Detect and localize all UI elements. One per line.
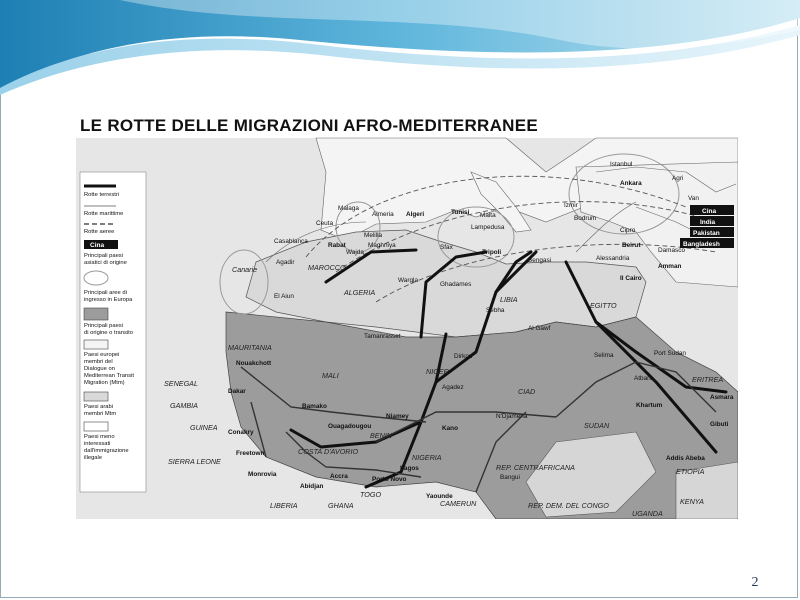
city-damasco: Damasco — [658, 247, 685, 254]
tag-pakistan: Pakistan — [693, 230, 720, 237]
migration-routes-map — [76, 112, 738, 519]
legend-aeree: Rotte aeree — [84, 229, 115, 235]
legend-marittime: Rotte marittime — [84, 211, 124, 217]
country-togo: TOGO — [360, 490, 382, 499]
country-senegal: SENEGAL — [164, 379, 198, 388]
city-bamako: Bamako — [302, 403, 327, 410]
legend-origine-2: di origine o transito — [84, 330, 133, 336]
country-egitto: EGITTO — [590, 301, 617, 310]
city-cipro: Cipro — [620, 227, 636, 234]
city-ankara: Ankara — [620, 180, 642, 187]
legend-origine-1: Principali paesi — [84, 323, 123, 329]
tag-bangladesh: Bangladesh — [683, 241, 720, 248]
city-sebha: Sebha — [486, 307, 505, 314]
country-niger: NIGER — [426, 367, 449, 376]
city-il-cairo: Il Cairo — [620, 275, 642, 282]
country-rep-centrafricana: REP. CENTRAFRICANA — [496, 463, 575, 472]
city-beirut: Beirut — [622, 242, 641, 249]
city-ceuta: Ceuta — [316, 220, 334, 227]
country-liberia: LIBERIA — [270, 501, 298, 510]
city-porto-novo: Porto Novo — [372, 476, 407, 483]
country-sierra-leone: SIERRA LEONE — [168, 457, 221, 466]
city-sfax: Sfax — [440, 244, 453, 251]
country-camerun: CAMERUN — [440, 499, 477, 508]
city-casablanca: Casablanca — [274, 238, 308, 245]
city-al-gawf: Al Gawf — [528, 325, 551, 332]
header-wave-decoration — [0, 0, 800, 95]
city-ouagadougou: Ouagadougou — [328, 423, 372, 430]
legend-europei-1: Paesi europei — [84, 352, 120, 358]
city-tunisi: Tunisi — [451, 209, 470, 216]
city-el-aiun: El Aiun — [274, 293, 294, 300]
city-alessandria: Alessandria — [596, 255, 630, 262]
city-izmir: Izmir — [564, 202, 578, 209]
city-wargla: Wargla — [398, 277, 419, 284]
city-amman: Amman — [658, 263, 682, 270]
legend-asiatici-2: asiatici di origine — [84, 260, 127, 266]
legend-europei-2: membri del — [84, 359, 113, 365]
city-dakar: Dakar — [228, 388, 246, 395]
country-mali: MALI — [322, 371, 339, 380]
city-bodrum: Bodrum — [574, 215, 597, 222]
country-eritrea: ERITREA — [692, 375, 724, 384]
legend-asiatici-1: Principali paesi — [84, 253, 123, 259]
city-tripoli: Tripoli — [482, 249, 502, 256]
city-bengasi: Bengasi — [528, 257, 552, 264]
city-yaounde: Yaounde — [426, 493, 453, 500]
country-costa-davorio: COSTA D'AVORIO — [298, 447, 359, 456]
city-rabat: Rabat — [328, 242, 346, 249]
city-lagos: Lagos — [400, 465, 419, 472]
tag-cina: Cina — [702, 208, 717, 215]
city-melilla: Melilla — [364, 232, 383, 239]
legend-europei-4: Mediterrean Transit — [84, 373, 134, 379]
legend-europei-5: Migration (Mtm) — [84, 380, 125, 386]
city-istanbul: Istanbul — [610, 161, 633, 168]
city-malaga: Malaga — [338, 205, 359, 212]
city-malta: Malta — [480, 212, 496, 219]
country-algeria: ALGERIA — [344, 288, 376, 297]
legend-meno-2: interessati — [84, 441, 111, 447]
country-ghana: GHANA — [328, 501, 354, 510]
country-gambia: GAMBIA — [170, 401, 198, 410]
tag-india: India — [700, 219, 716, 226]
country-etiopia: ETIOPIA — [676, 467, 705, 476]
city-freetown: Freetown — [236, 450, 265, 457]
country-marocco: MAROCCO — [308, 263, 346, 272]
country-kenya: KENYA — [680, 497, 704, 506]
city-atbara: Atbara — [634, 375, 653, 382]
city-lampedusa: Lampedusa — [471, 224, 505, 231]
city-niamey: Niamey — [386, 413, 409, 420]
city-addis-abeba: Addis Abeba — [666, 455, 705, 462]
country-canarie: Canarie — [232, 265, 258, 274]
country-sudan: SUDAN — [584, 421, 610, 430]
city-selima: Selima — [594, 352, 614, 359]
city-agri: Agri — [672, 175, 684, 182]
city-asmara: Asmara — [710, 394, 734, 401]
legend-meno-4: illegale — [84, 455, 103, 461]
city-khartum: Khartum — [636, 402, 663, 409]
city-abidjan: Abidjan — [300, 483, 324, 490]
city-conakry: Conakry — [228, 429, 254, 436]
city-algeri: Algeri — [406, 211, 425, 218]
country-ciad: CIAD — [518, 387, 536, 396]
map-legend — [80, 172, 146, 492]
page-number: 2 — [751, 575, 759, 590]
city-wajda: Wajda — [346, 249, 364, 256]
legend-arabi-2: membri Mtm — [84, 411, 117, 417]
city-agadir: Agadir — [276, 259, 295, 266]
city-dirkou: Dirkou — [454, 353, 473, 360]
city-agadez: Agadez — [442, 384, 464, 391]
city-accra: Accra — [330, 473, 348, 480]
city-ndjamena: N'Djamena — [496, 413, 528, 420]
city-nouakchott: Nouakchott — [236, 360, 272, 367]
city-almeria: Almeria — [372, 211, 394, 218]
country-uganda: UGANDA — [632, 509, 663, 518]
country-libia: LIBIA — [500, 295, 518, 304]
city-tamanrasset: Tamanrasset — [364, 333, 401, 340]
city-maghniya: Maghniya — [368, 242, 396, 249]
country-guinea: GUINEA — [190, 423, 218, 432]
city-ghadames: Ghadames — [440, 281, 472, 288]
legend-ingresso-2: ingresso in Europa — [84, 297, 133, 303]
city-port-sudan: Port Sudan — [654, 350, 686, 357]
legend-meno-3: dall'immigrazione — [84, 448, 129, 454]
city-kano: Kano — [442, 425, 458, 432]
city-van: Van — [688, 195, 699, 202]
legend-meno-1: Paesi meno — [84, 434, 115, 440]
city-monrovia: Monrovia — [248, 471, 277, 478]
city-gibuti: Gibuti — [710, 421, 729, 428]
legend-cina-tag: Cina — [90, 242, 105, 249]
legend-ingresso-1: Principali aree di — [84, 290, 127, 296]
country-rep-dem-congo: REP. DEM. DEL CONGO — [528, 501, 609, 510]
map-title: LE ROTTE DELLE MIGRAZIONI AFRO-MEDITERRANEE — [80, 116, 539, 135]
city-bangui: Bangui — [500, 474, 520, 481]
country-benin: BENIN — [370, 431, 392, 440]
country-mauritania: MAURITANIA — [228, 343, 272, 352]
legend-europei-3: Dialogue on — [84, 366, 115, 372]
country-nigeria: NIGERIA — [412, 453, 442, 462]
legend-arabi-1: Paesi arabi — [84, 404, 114, 410]
legend-terrestri: Rotte terrestri — [84, 192, 120, 198]
